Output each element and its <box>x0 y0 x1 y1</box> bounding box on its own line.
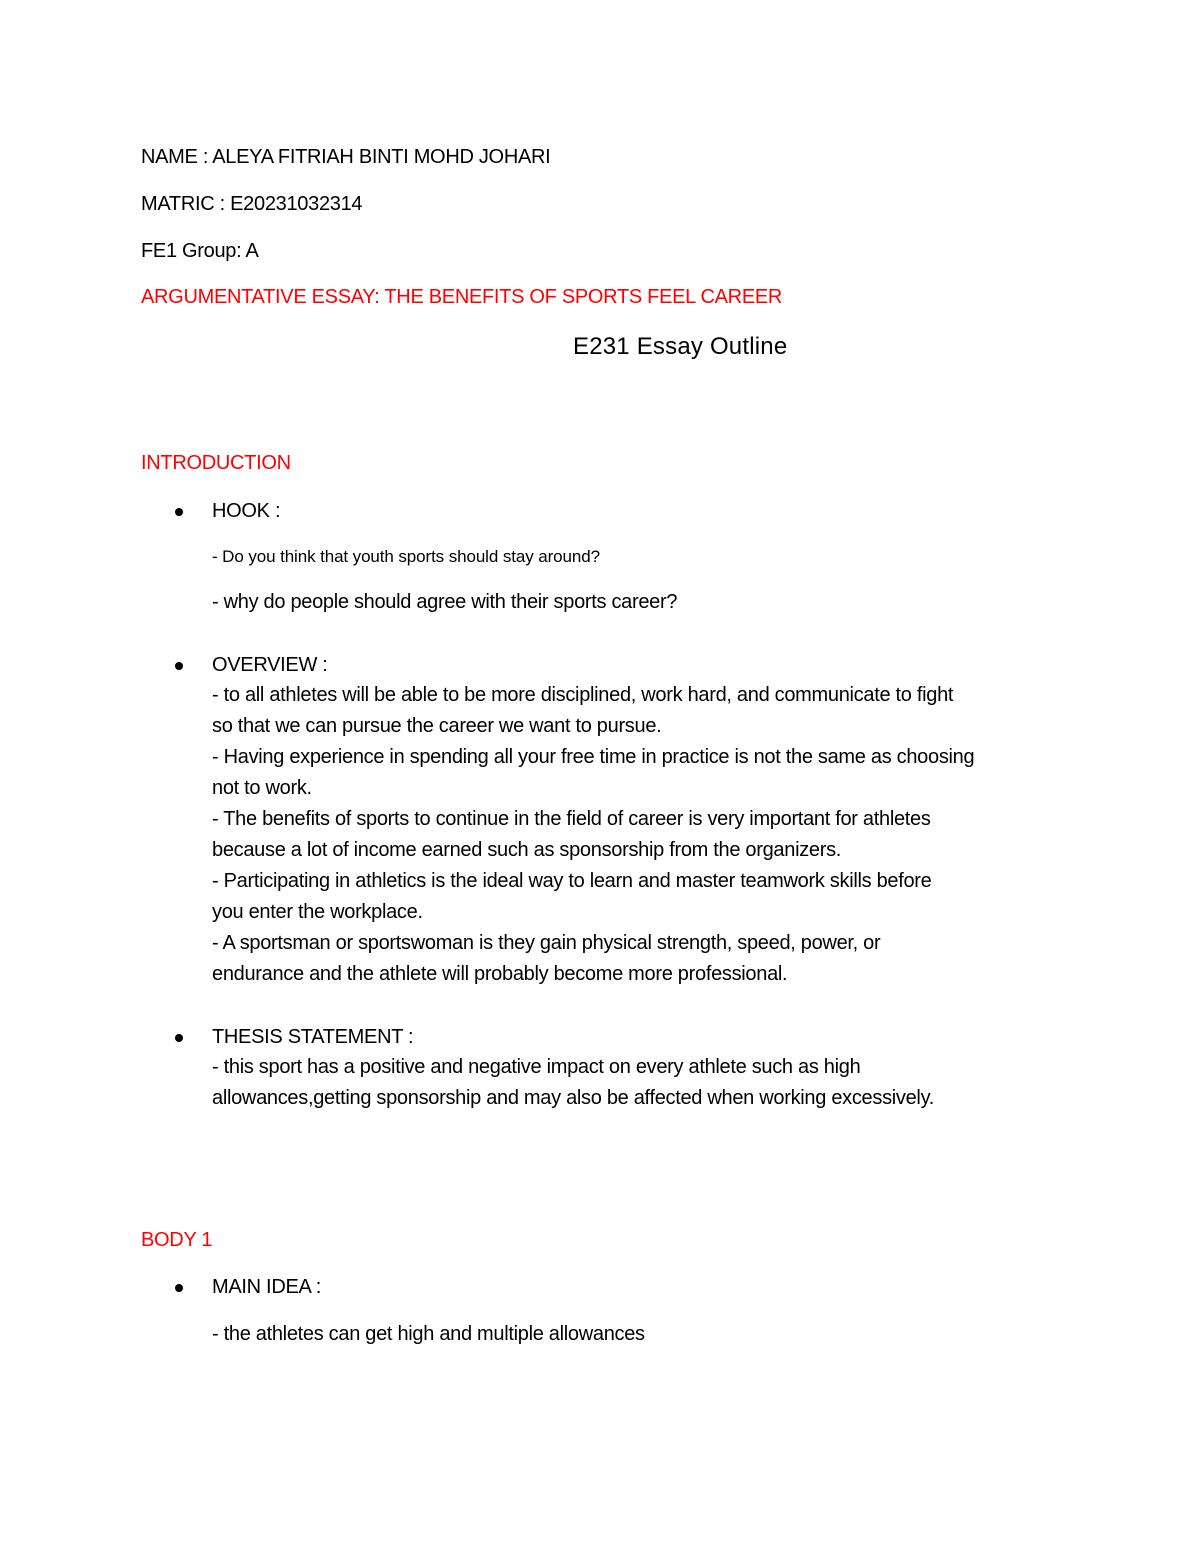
overview-line: - A sportsman or sportswoman is they gain physical strength, speed, power, or <box>212 932 881 954</box>
hook-point: - Do you think that youth sports should stay around? <box>212 547 600 566</box>
thesis-line: - this sport has a positive and negative impact on every athlete such as high <box>212 1056 861 1078</box>
outline-title: E231 Essay Outline <box>573 333 788 360</box>
bullet-icon <box>175 1034 183 1042</box>
main-idea-point: - the athletes can get high and multiple allowances <box>212 1323 645 1345</box>
bullet-icon <box>175 662 183 670</box>
group-label: FE1 Group: A <box>141 240 259 262</box>
overview-line: because a lot of income earned such as sponsorship from the organizers. <box>212 839 842 861</box>
thesis-line: allowances,getting sponsorship and may also be affected when working excessively. <box>212 1087 935 1109</box>
essay-title: ARGUMENTATIVE ESSAY: THE BENEFITS OF SPORTS FEEL CAREER <box>141 286 783 308</box>
student-name: NAME : ALEYA FITRIAH BINTI MOHD JOHARI <box>141 146 551 168</box>
hook-point: - why do people should agree with their sports career? <box>212 591 678 613</box>
bullet-icon <box>175 508 183 516</box>
overview-line: - to all athletes will be able to be more disciplined, work hard, and communicate to fight <box>212 684 954 706</box>
overview-line: so that we can pursue the career we want to pursue. <box>212 715 662 737</box>
bullet-icon <box>175 1284 183 1292</box>
hook-label: HOOK : <box>212 500 281 522</box>
overview-paragraph <box>212 680 974 990</box>
introduction-heading: INTRODUCTION <box>141 452 291 474</box>
thesis-label: THESIS STATEMENT : <box>212 1026 414 1048</box>
matric-number: MATRIC : E20231032314 <box>141 193 363 215</box>
overview-label: OVERVIEW : <box>212 654 328 676</box>
main-idea-label: MAIN IDEA : <box>212 1276 321 1298</box>
overview-line: - Participating in athletics is the ideal way to learn and master teamwork skills before <box>212 870 932 892</box>
body1-heading: BODY 1 <box>141 1229 213 1251</box>
overview-line: - Having experience in spending all your free time in practice is not the same as choosing <box>212 746 975 768</box>
overview-line: you enter the workplace. <box>212 901 423 923</box>
overview-line: endurance and the athlete will probably become more professional. <box>212 963 788 985</box>
overview-line: not to work. <box>212 777 312 799</box>
overview-line: - The benefits of sports to continue in the field of career is very important for athletes <box>212 808 931 830</box>
thesis-paragraph <box>212 1052 934 1114</box>
